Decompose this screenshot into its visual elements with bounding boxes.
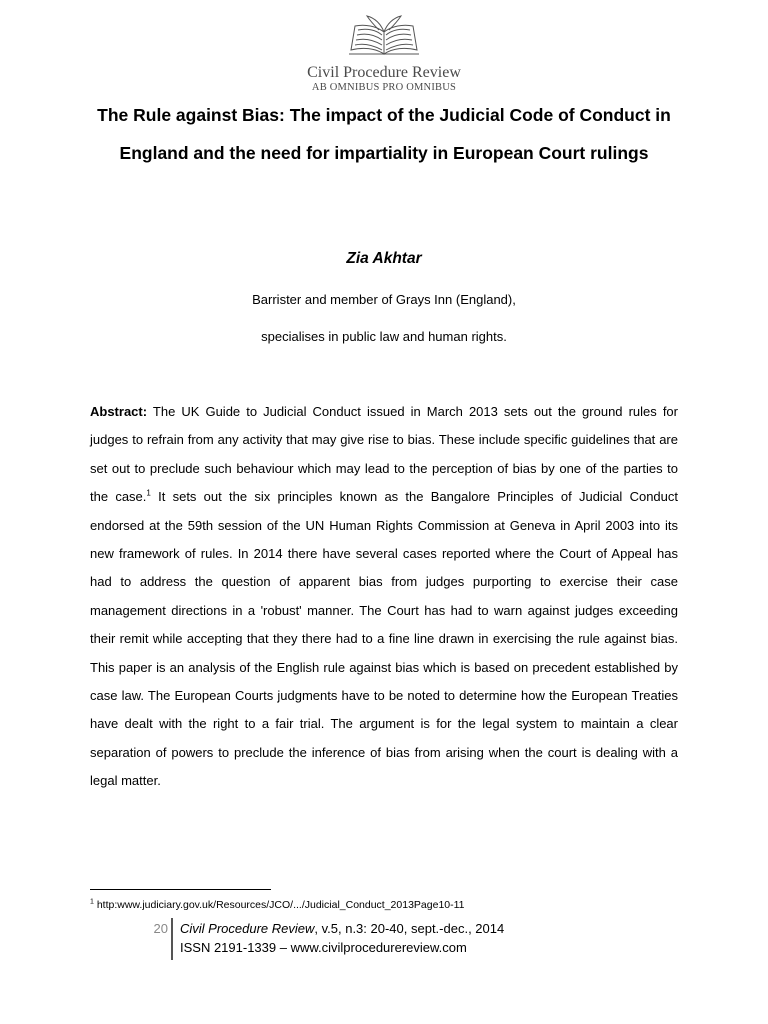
title-line-1: The Rule against Bias: The impact of the Judicial Code of Conduct in bbox=[97, 105, 671, 125]
journal-header bbox=[0, 14, 768, 94]
article-title bbox=[60, 96, 708, 172]
footer-citation-details: , v.5, n.3: 20-40, sept.-dec., 2014 bbox=[314, 921, 505, 936]
title-line-2: England and the need for impartiality in European Court rulings bbox=[119, 143, 649, 163]
footer-journal-name: Civil Procedure Review bbox=[180, 921, 315, 936]
footnote-reference[interactable]: 1 bbox=[146, 488, 151, 498]
abstract-label: Abstract: bbox=[90, 404, 148, 419]
footnote bbox=[90, 899, 465, 911]
open-book-icon bbox=[345, 14, 423, 62]
footnote-number: 1 bbox=[90, 898, 94, 906]
author-affiliation-line-1: Barrister and member of Grays Inn (England), bbox=[252, 292, 516, 307]
abstract-text-part-1: The UK Guide to Judicial Conduct issued in March 2013 sets out the ground rules for judges to refrain from any activity that may give rise to bias. These include specific guidelines that are set out to preclude such behaviour which may lead to the perception of bias by one of the parties to the case. bbox=[90, 404, 678, 505]
journal-motto: AB OMNIBUS PRO OMNIBUS bbox=[311, 82, 457, 93]
footer-issn: ISSN 2191-1339 – www.civilprocedurereview.com bbox=[180, 940, 467, 955]
abstract-paragraph bbox=[90, 398, 678, 796]
abstract-text-part-2: It sets out the six principles known as the Bangalore Principles of Judicial Conduct endorsed at the 59th session of the UN Human Rights Commission at Geneva in April 2003 into its new framework of rules. In 2014 there have several cases reported where the Court of Appeal has had to address the question of apparent bias from judges purporting to exercise their case management directions in a 'robust' manner. The Court has had to warn against judges exceeding their remit while accepting that they there had to a fine line drawn in exercising the rule against bias. This paper is an analysis of the English rule against bias which is based on precedent established by case law. The European Courts judgments have to be noted to determine how the European Treaties have dealt with the right to a fair trial. The argument is for the legal system to maintain a clear separation of powers to preclude the inference of bias from arising when the court is dealing with a legal matter. bbox=[90, 489, 678, 789]
footnote-link[interactable]: http:www.judiciary.gov.uk/Resources/JCO/.../Judicial_Conduct_2013Page10-11 bbox=[93, 899, 465, 911]
footer-citation bbox=[180, 921, 504, 936]
footer-divider bbox=[171, 918, 173, 960]
page-number: 20 bbox=[153, 921, 168, 936]
footnote-divider bbox=[90, 889, 271, 890]
author-affiliation-line-2: specialises in public law and human rights. bbox=[261, 329, 507, 344]
author-name: Zia Akhtar bbox=[346, 250, 422, 267]
journal-name: Civil Procedure Review bbox=[307, 64, 461, 81]
